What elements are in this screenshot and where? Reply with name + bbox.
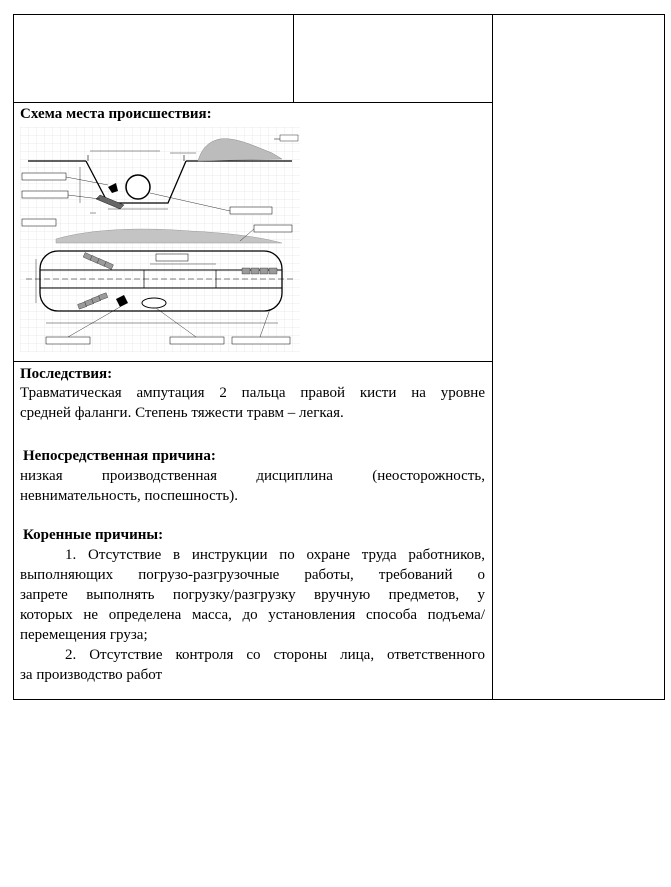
table-border-left — [13, 14, 14, 700]
incident-scheme-diagram — [20, 127, 300, 352]
table-row-divider-1 — [13, 102, 493, 103]
label-pipe — [230, 207, 272, 214]
root-causes-heading: Коренные причины: — [23, 527, 164, 543]
label-soil-dump — [22, 219, 56, 226]
label-victim-2 — [46, 337, 90, 344]
consequences-line-1: Травматическая ампутация 2 пальца правой кисти на уровне — [20, 385, 485, 401]
root-cause-1-line-4: которых не определена масса, до установления способа подъема/ — [20, 607, 485, 623]
label-pipe-fragment — [22, 191, 68, 198]
scheme-heading: Схема места происшествия: — [20, 106, 212, 122]
root-cause-2-line-1: 2. Отсутствие контроля со стороны лица, ответственного — [65, 647, 485, 663]
root-cause-1-line-3: запрете выполнять погрузку/разгрузку вручную предметов, у — [20, 587, 485, 603]
table-divider-inner-col — [293, 14, 294, 102]
direct-cause-line-1: низкая производственная дисциплина (неосторожность, — [20, 468, 485, 484]
table-border-bottom — [13, 699, 665, 700]
table-border-right — [664, 14, 665, 700]
direct-cause-heading: Непосредственная причина: — [23, 448, 216, 464]
label-pipe-marker — [156, 254, 188, 261]
direct-cause-line-2: невнимательность, поспешность). — [20, 488, 238, 504]
consequences-line-2: средней фаланги. Степень тяжести травм – легкая. — [20, 405, 344, 421]
root-cause-1-line-2: выполняющих погрузо-разгрузочные работы, требований о — [20, 567, 485, 583]
pipe-section — [126, 175, 150, 199]
table-row-divider-2 — [13, 361, 493, 362]
table-border-top — [13, 14, 664, 15]
table-divider-main-col — [492, 14, 493, 700]
label-victim-1 — [22, 173, 66, 180]
root-cause-1-line-5: перемещения груза; — [20, 627, 148, 643]
label-excavator — [254, 225, 292, 232]
pipe-fragment-plan — [142, 298, 166, 308]
consequences-heading: Последствия: — [20, 366, 113, 382]
label-pipe-fragment-plan — [170, 337, 224, 344]
root-cause-1-line-1: 1. Отсутствие в инструкции по охране труда работников, — [65, 547, 485, 563]
root-cause-2-line-2: за производство работ — [20, 667, 163, 683]
label-pipe-stack — [232, 337, 290, 344]
